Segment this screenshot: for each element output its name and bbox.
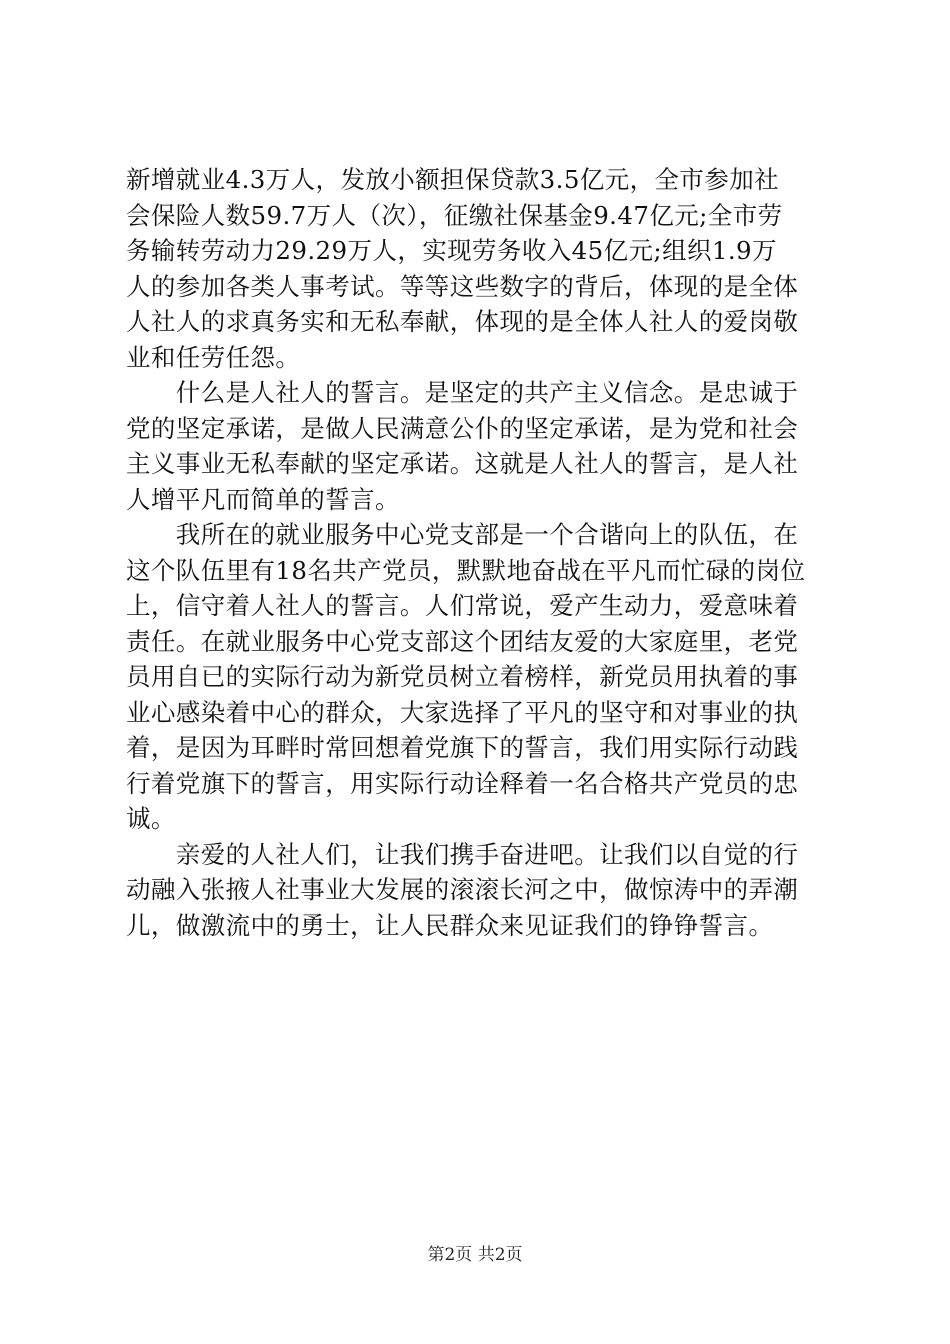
text-line: 责任。在就业服务中心党支部这个团结友爱的大家庭里，老党 <box>126 626 799 656</box>
text-line: 儿，做激流中的勇士，让人民群众来见证我们的铮铮誓言。 <box>126 910 774 940</box>
text-line: 业和任劳任怨。 <box>126 342 301 372</box>
text-line: 人社人的求真务实和无私奉献，体现的是全体人社人的爱岗敬 <box>126 307 799 336</box>
text-line: 会保险人数59.7万人（次），征缴社保基金9.47亿元;全市劳 <box>126 200 783 230</box>
text-line: 人增平凡而简单的誓言。 <box>126 484 400 514</box>
text-line: 上，信守着人社人的誓言。人们常说，爱产生动力，爱意味着 <box>126 591 799 620</box>
page-number-footer: 第2页 共2页 <box>427 1245 523 1265</box>
text-line: 我所在的就业服务中心党支部是一个合谐向上的队伍，在 <box>126 520 799 549</box>
text-line: 员用自已的实际行动为新党员树立着榜样，新党员用执着的事 <box>126 662 799 691</box>
text-line: 新增就业4.3万人，发放小额担保贷款3.5亿元，全市参加社 <box>126 165 780 194</box>
text-line: 主义事业无私奉献的坚定承诺。这就是人社人的誓言，是人社 <box>126 449 799 478</box>
text-line: 务输转劳动力29.29万人，实现劳务收入45亿元;组织1.9万 <box>126 236 777 265</box>
text-line: 动融入张掖人社事业大发展的滚滚长河之中，做惊涛中的弄潮 <box>126 875 799 904</box>
text-line: 行着党旗下的誓言，用实际行动诠释着一名合格共产党员的忠 <box>126 768 799 798</box>
text-line: 什么是人社人的誓言。是坚定的共产主义信念。是忠诚于 <box>126 378 799 407</box>
text-line: 业心感染着中心的群众，大家选择了平凡的坚守和对事业的执 <box>126 697 799 727</box>
document-body <box>126 162 832 943</box>
text-line: 这个队伍里有18名共产党员，默默地奋战在平凡而忙碌的岗位 <box>126 555 806 585</box>
text-line: 诚。 <box>126 804 176 833</box>
text-line: 党的坚定承诺，是做人民满意公仆的坚定承诺，是为党和社会 <box>126 413 799 443</box>
text-line: 人的参加各类人事考试。等等这些数字的背后，体现的是全体 <box>126 271 799 301</box>
text-line: 着，是因为耳畔时常回想着党旗下的誓言，我们用实际行动践 <box>126 733 799 762</box>
text-line: 亲爱的人社人们，让我们携手奋进吧。让我们以自觉的行 <box>126 839 799 869</box>
